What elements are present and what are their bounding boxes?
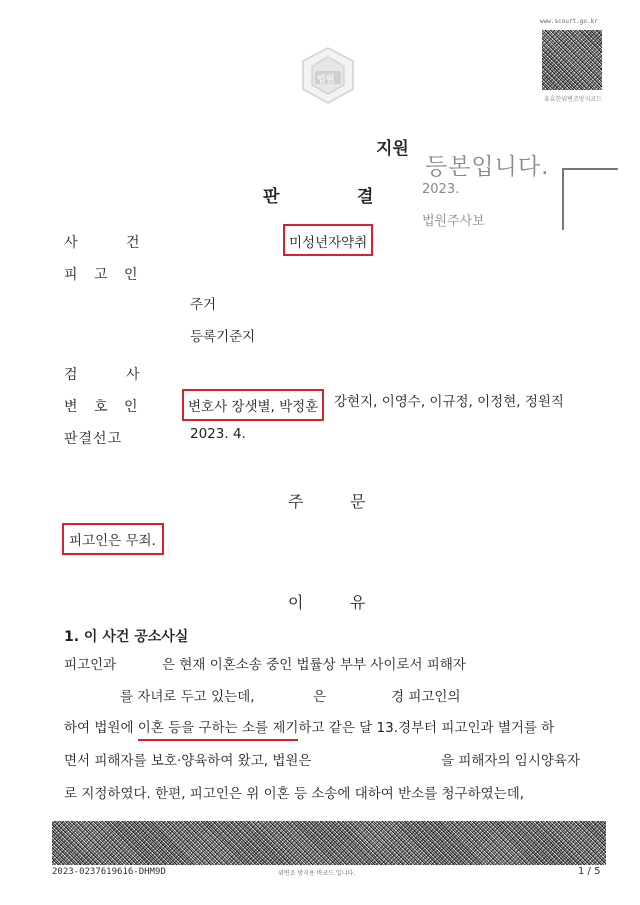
sentence-date: 2023. 4. bbox=[190, 426, 246, 442]
qr-code-icon bbox=[542, 30, 602, 90]
qr-caption: 유효한위변조방지코드 bbox=[544, 96, 602, 103]
certified-copy-stamp: 등본입니다. bbox=[425, 154, 550, 180]
court-emblem-icon bbox=[297, 45, 359, 107]
emblem-label: 법원 bbox=[317, 75, 335, 85]
reason-line-4a: 면서 피해자를 보호·양육하여 왔고, 법원은 bbox=[64, 753, 312, 769]
verdict-text: 피고인은 무죄. bbox=[69, 533, 156, 549]
reason-line-3-suffix: 하고 같은 달 13.경부터 피고인과 별거를 하 bbox=[298, 720, 555, 736]
reason-line-2a: 를 자녀로 두고 있는데, bbox=[120, 689, 255, 705]
order-heading-char2: 문 bbox=[350, 492, 366, 511]
counsel-others: 강현지, 이영수, 이규정, 이정현, 정원직 bbox=[334, 394, 564, 410]
counsel-highlight-box bbox=[182, 389, 324, 421]
reason-heading-char1: 이 bbox=[288, 593, 304, 612]
court-branch: 지원 bbox=[376, 139, 409, 159]
registration-label: 등록기준지 bbox=[190, 329, 256, 345]
verdict-box bbox=[62, 523, 164, 555]
case-name-box bbox=[283, 224, 373, 256]
barcode-caption: 위변조 방지용 바코드 입니다. bbox=[278, 870, 356, 877]
reason-line-3-prefix: 하여 법원에 bbox=[64, 720, 138, 736]
stamp-year: 2023. bbox=[422, 182, 460, 197]
judgment-title-char2: 결 bbox=[357, 187, 374, 207]
reason-line-5: 로 지정하였다. 한편, 피고인은 위 이혼 등 소송에 대하여 반소를 청구하였는데, bbox=[64, 786, 525, 802]
address-label: 주거 bbox=[190, 297, 217, 313]
label-prosecutor: 검 사 bbox=[64, 367, 162, 383]
label-counsel: 변 호 인 bbox=[64, 399, 144, 415]
reason-line-3 bbox=[64, 722, 554, 736]
section-title: 1. 이 사건 공소사실 bbox=[64, 629, 189, 645]
reason-line-4b: 을 피해자의 임시양육자 bbox=[441, 753, 580, 769]
judgment-title-char1: 판 bbox=[263, 187, 280, 207]
document-code: 2023-0237619616-DHM9D bbox=[52, 867, 166, 877]
qr-url: www.scourt.go.kr bbox=[540, 18, 598, 25]
stamp-officer: 법원주사보 bbox=[422, 214, 485, 229]
lawsuit-underline: 이혼 등을 구하는 소를 제기 bbox=[138, 720, 299, 741]
order-heading-char1: 주 bbox=[288, 492, 304, 511]
label-sentence-date: 판결선고 bbox=[64, 431, 123, 447]
reason-line-2b: 은 bbox=[313, 689, 327, 705]
stamp-seal-frame bbox=[562, 168, 618, 230]
counsel-primary: 변호사 장샛별, 박정훈 bbox=[188, 399, 319, 415]
reason-heading-char2: 유 bbox=[350, 593, 366, 612]
label-defendant: 피 고 인 bbox=[64, 267, 144, 283]
label-case: 사 건 bbox=[64, 235, 162, 251]
reason-line-1b: 은 현재 이혼소송 중인 법률상 부부 사이로서 피해자 bbox=[162, 657, 466, 673]
anti-forgery-barcode bbox=[52, 821, 606, 865]
page-number: 1 / 5 bbox=[578, 866, 601, 877]
reason-line-2c: 경 피고인의 bbox=[391, 689, 461, 705]
qr-code-block bbox=[540, 18, 604, 108]
reason-line-1a: 피고인과 bbox=[64, 657, 117, 673]
case-name: 미성년자약취 bbox=[289, 235, 368, 251]
